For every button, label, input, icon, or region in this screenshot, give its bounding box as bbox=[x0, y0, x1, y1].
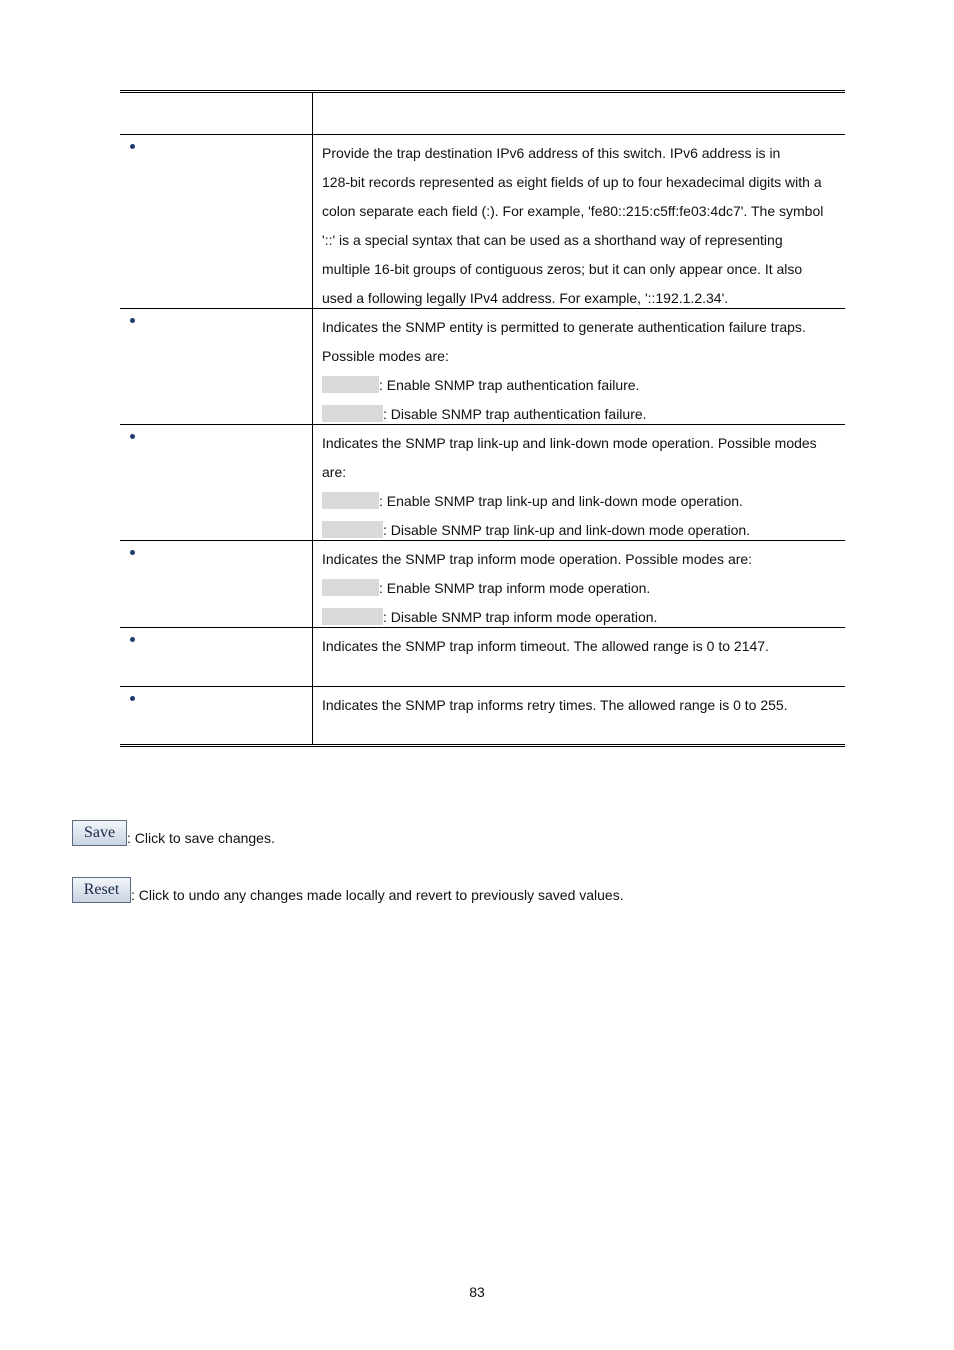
enabled-value-placeholder bbox=[322, 376, 379, 393]
option-line bbox=[322, 574, 839, 603]
save-legend bbox=[72, 820, 275, 846]
bullet-icon bbox=[130, 144, 135, 149]
description-line: Indicates the SNMP entity is permitted to generate authentication failure traps. bbox=[322, 319, 806, 335]
description-cell bbox=[313, 541, 845, 627]
table-row bbox=[120, 308, 845, 424]
description-line: Provide the trap destination IPv6 address of this switch. IPv6 address is in bbox=[322, 145, 781, 161]
description-line: used a following legally IPv4 address. For example, '::192.1.2.34'. bbox=[322, 290, 729, 306]
object-cell bbox=[120, 628, 313, 686]
enabled-value-placeholder bbox=[322, 492, 379, 509]
option-text: : Enable SNMP trap link-up and link-down mode operation. bbox=[379, 493, 743, 509]
option-text: : Enable SNMP trap authentication failure. bbox=[379, 377, 640, 393]
disabled-value-placeholder bbox=[322, 405, 383, 422]
bullet-icon bbox=[130, 318, 135, 323]
reset-description: : Click to undo any changes made locally and revert to previously saved values. bbox=[131, 887, 624, 903]
description-line: Indicates the SNMP trap inform mode operation. Possible modes are: bbox=[322, 551, 753, 567]
object-cell bbox=[120, 425, 313, 540]
description-line: Possible modes are: bbox=[322, 348, 449, 364]
page-number: 83 bbox=[469, 1284, 485, 1300]
description-line: 128-bit records represented as eight fields of up to four hexadecimal digits with a bbox=[322, 174, 822, 190]
object-cell bbox=[120, 135, 313, 308]
description-line: Indicates the SNMP trap informs retry times. The allowed range is 0 to 255. bbox=[322, 697, 788, 713]
table-row bbox=[120, 627, 845, 686]
option-text: : Disable SNMP trap inform mode operation. bbox=[383, 609, 658, 625]
description-line: '::' is a special syntax that can be used as a shorthand way of representing bbox=[322, 232, 783, 248]
table-header-row bbox=[120, 93, 845, 134]
description-cell bbox=[313, 628, 845, 686]
object-cell bbox=[120, 687, 313, 744]
bullet-icon bbox=[130, 696, 135, 701]
bullet-icon bbox=[130, 637, 135, 642]
table-row bbox=[120, 424, 845, 540]
description-cell bbox=[313, 425, 845, 540]
description-line: multiple 16-bit groups of contiguous zeros; but it can only appear once. It also bbox=[322, 261, 803, 277]
save-description: : Click to save changes. bbox=[127, 830, 275, 846]
description-cell bbox=[313, 687, 845, 744]
bullet-icon bbox=[130, 434, 135, 439]
option-text: : Disable SNMP trap authentication failure. bbox=[383, 406, 647, 422]
reset-legend bbox=[72, 877, 624, 903]
description-line: Indicates the SNMP trap link-up and link-down mode operation. Possible modes bbox=[322, 435, 817, 451]
option-text: : Disable SNMP trap link-up and link-down mode operation. bbox=[383, 522, 751, 538]
disabled-value-placeholder bbox=[322, 608, 383, 625]
bullet-icon bbox=[130, 550, 135, 555]
option-line bbox=[322, 371, 839, 400]
table-row bbox=[120, 686, 845, 744]
option-line bbox=[322, 487, 839, 516]
description-line: Indicates the SNMP trap inform timeout. The allowed range is 0 to 2147. bbox=[322, 638, 769, 654]
disabled-value-placeholder bbox=[322, 521, 383, 538]
parameter-table bbox=[120, 90, 845, 747]
table-row bbox=[120, 540, 845, 627]
object-cell bbox=[120, 541, 313, 627]
description-line: are: bbox=[322, 464, 347, 480]
save-button[interactable]: Save bbox=[72, 820, 127, 846]
header-description-cell bbox=[313, 93, 845, 134]
enabled-value-placeholder bbox=[322, 579, 379, 596]
table-row bbox=[120, 134, 845, 308]
description-line: colon separate each field (:). For example, 'fe80::215:c5ff:fe03:4dc7'. The symbol bbox=[322, 203, 824, 219]
header-object-cell bbox=[120, 93, 313, 134]
description-cell bbox=[313, 309, 845, 424]
object-cell bbox=[120, 309, 313, 424]
reset-button[interactable]: Reset bbox=[72, 877, 131, 903]
description-cell bbox=[313, 135, 845, 308]
option-text: : Enable SNMP trap inform mode operation. bbox=[379, 580, 651, 596]
